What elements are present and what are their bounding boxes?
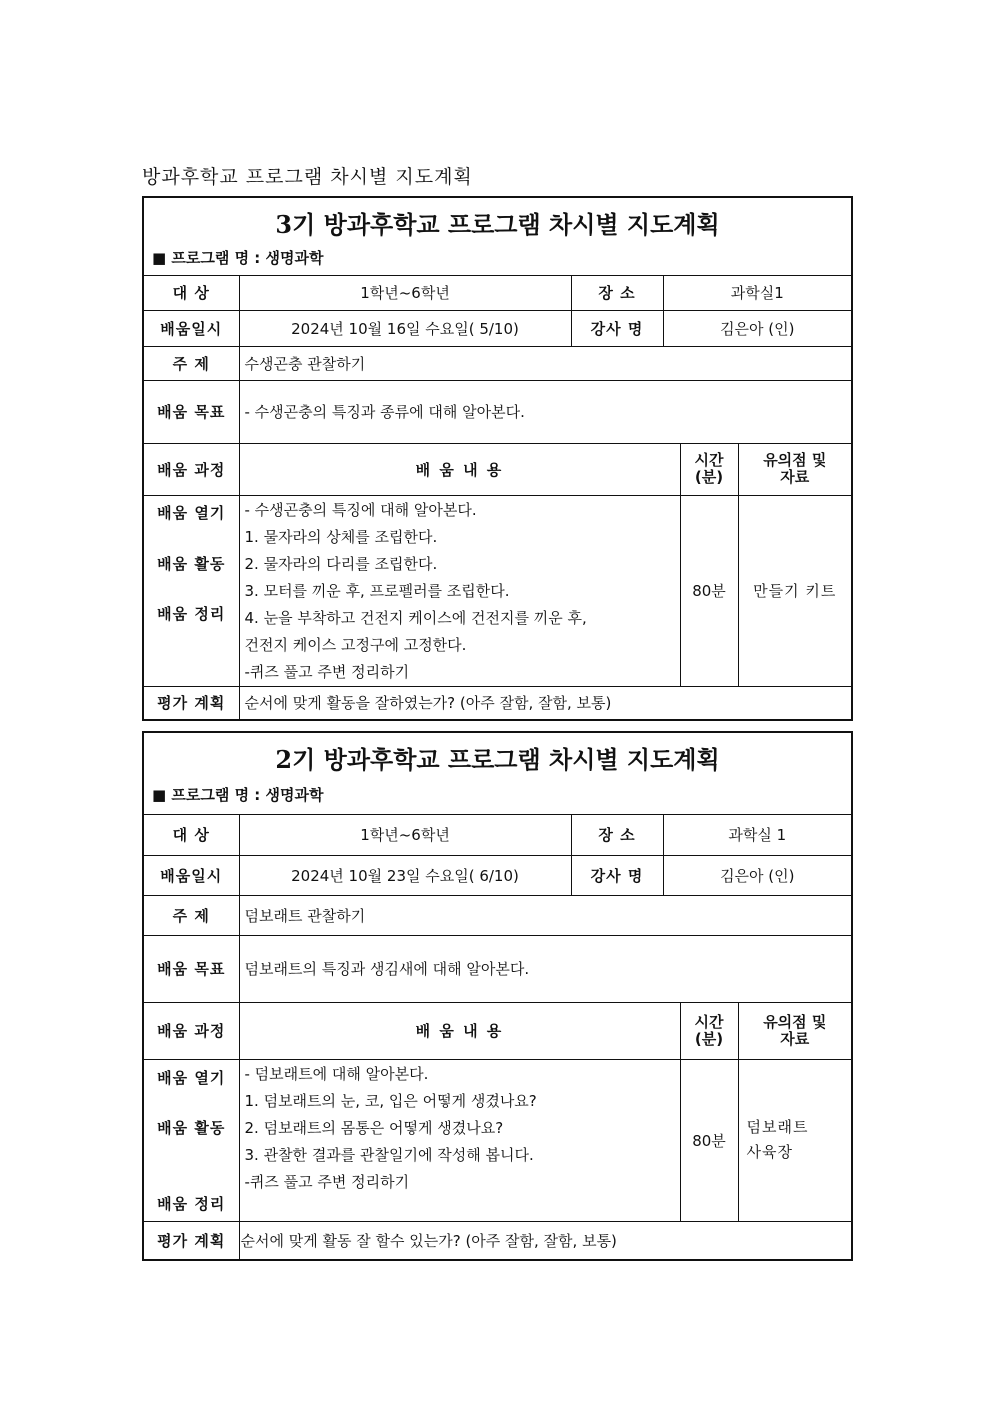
time-header: 시간 (분) [680,1002,738,1059]
teacher-value: 김은아 (인) [663,310,852,346]
teacher-label: 강사 명 [571,310,663,346]
lesson-plan-table [142,731,853,1261]
teacher-value: 김은아 (인) [663,855,852,895]
notes-header: 유의점 및 자료 [738,1002,852,1059]
target-value: 1학년~6학년 [239,814,571,855]
teacher-label: 강사 명 [571,855,663,895]
notes-value: 덤보래트 사육장 [738,1059,852,1221]
program-name: ■ 프로그램 명 : 생명과학 [143,240,852,275]
eval-label: 평가 계획 [143,1221,239,1260]
stage-column [143,1059,239,1221]
content-line: 4. 눈을 부착하고 건전지 케이스에 건전지를 끼운 후, [244,608,587,627]
eval-value: 순서에 맞게 활동을 잘하였는가? (아주 잘함, 잘함, 보통) [239,686,852,720]
stage-label: 배움 정리 [157,604,226,623]
plan-title: 2기 방과후학교 프로그램 차시별 지도계획 [143,732,852,775]
place-value: 과학실1 [663,275,852,310]
lesson-plan-table [142,196,853,721]
document-heading: 방과후학교 프로그램 차시별 지도계획 [142,166,473,188]
content-header: 배 움 내 용 [239,1002,680,1059]
lesson-content [239,1059,680,1221]
content-line: 건전지 케이스 고정구에 고정한다. [244,635,467,654]
process-label: 배움 과정 [143,1002,239,1059]
content-line: 2. 덤보래트의 몸통은 어떻게 생겼나요? [244,1118,504,1137]
content-line: - 수생곤충의 특징에 대해 알아본다. [244,500,477,519]
topic-value: 수생곤충 관찰하기 [239,346,852,380]
date-label: 배움일시 [143,855,239,895]
eval-value: 순서에 맞게 활동 잘 할수 있는가? (아주 잘함, 잘함, 보통) [239,1221,852,1260]
content-line: -퀴즈 풀고 주변 정리하기 [244,662,410,681]
eval-label: 평가 계획 [143,686,239,720]
date-label: 배움일시 [143,310,239,346]
plan-title: 3기 방과후학교 프로그램 차시별 지도계획 [143,197,852,240]
stage-label: 배움 열기 [157,1068,226,1087]
stage-label: 배움 활동 [157,554,226,573]
goal-label: 배움 목표 [143,380,239,443]
stage-column [143,495,239,686]
time-value: 80분 [680,1059,738,1221]
stage-label: 배움 정리 [157,1194,226,1213]
content-line: 2. 물자라의 다리를 조립한다. [244,554,438,573]
date-value: 2024년 10월 23일 수요일( 6/10) [239,855,571,895]
lesson-content [239,495,680,686]
content-line: - 덤보래트에 대해 알아본다. [244,1064,429,1083]
time-value: 80분 [680,495,738,686]
place-label: 장 소 [571,275,663,310]
content-line: 1. 물자라의 상체를 조립한다. [244,527,438,546]
topic-value: 덤보래트 관찰하기 [239,895,852,935]
notes-value: 만들기 키트 [738,495,852,686]
target-value: 1학년~6학년 [239,275,571,310]
program-name: ■ 프로그램 명 : 생명과학 [143,775,852,814]
content-header: 배 움 내 용 [239,443,680,495]
goal-value: - 수생곤충의 특징과 종류에 대해 알아본다. [239,380,852,443]
stage-label: 배움 활동 [157,1118,226,1137]
target-label: 대 상 [143,814,239,855]
target-label: 대 상 [143,275,239,310]
topic-label: 주 제 [143,346,239,380]
goal-label: 배움 목표 [143,935,239,1002]
topic-label: 주 제 [143,895,239,935]
content-line: 1. 덤보래트의 눈, 코, 입은 어떻게 생겼나요? [244,1091,537,1110]
content-line: -퀴즈 풀고 주변 정리하기 [244,1172,410,1191]
notes-header: 유의점 및 자료 [738,443,852,495]
stage-label: 배움 열기 [157,503,226,522]
date-value: 2024년 10월 16일 수요일( 5/10) [239,310,571,346]
place-label: 장 소 [571,814,663,855]
goal-value: 덤보래트의 특징과 생김새에 대해 알아본다. [239,935,852,1002]
place-value: 과학실 1 [663,814,852,855]
time-header: 시간 (분) [680,443,738,495]
content-line: 3. 관찰한 결과를 관찰일기에 작성해 봅니다. [244,1145,534,1164]
content-line: 3. 모터를 끼운 후, 프로펠러를 조립한다. [244,581,510,600]
process-label: 배움 과정 [143,443,239,495]
